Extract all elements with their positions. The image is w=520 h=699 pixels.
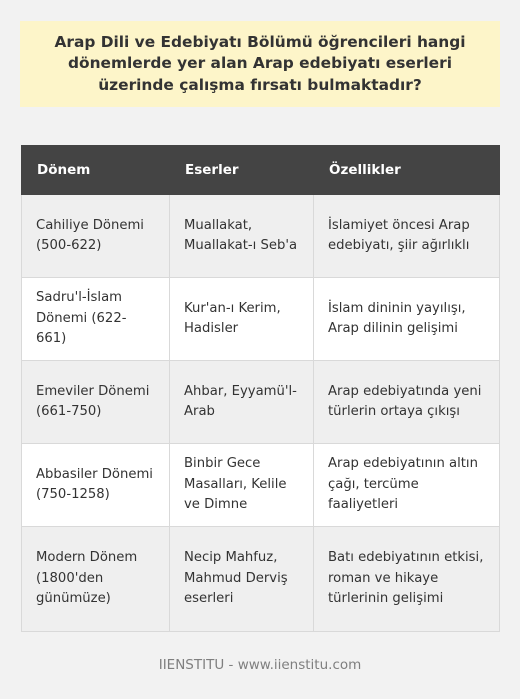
header-works: Eserler — [170, 146, 314, 195]
footer-credit: IIENSTITU - www.iienstitu.com — [158, 657, 362, 673]
cell-period: Abbasiler Dönemi (750-1258) — [22, 444, 170, 527]
cell-period: Sadru'l-İslam Dönemi (622-661) — [22, 278, 170, 361]
cell-works: Necip Mahfuz, Mahmud Derviş eserleri — [170, 527, 314, 632]
cell-features: İslamiyet öncesi Arap edebiyatı, şiir ağırlıklı — [314, 195, 500, 278]
cell-period: Modern Dönem (1800'den günümüze) — [22, 527, 170, 632]
cell-features: Arap edebiyatının altın çağı, tercüme faaliyetleri — [314, 444, 500, 527]
cell-works: Binbir Gece Masalları, Kelile ve Dimne — [170, 444, 314, 527]
header-period: Dönem — [22, 146, 170, 195]
cell-features: Batı edebiyatının etkisi, roman ve hikaye türlerinin gelişimi — [314, 527, 500, 632]
title-banner — [20, 21, 500, 107]
cell-works: Muallakat, Muallakat-ı Seb'a — [170, 195, 314, 278]
table-row — [22, 444, 500, 527]
header-features: Özellikler — [314, 146, 500, 195]
cell-works: Ahbar, Eyyamü'l-Arab — [170, 361, 314, 444]
table-row — [22, 361, 500, 444]
table-row — [22, 527, 500, 632]
table-row — [22, 195, 500, 278]
periods-table — [21, 145, 500, 632]
table-row — [22, 278, 500, 361]
cell-features: Arap edebiyatında yeni türlerin ortaya çıkışı — [314, 361, 500, 444]
cell-works: Kur'an-ı Kerim, Hadisler — [170, 278, 314, 361]
page-title: Arap Dili ve Edebiyatı Bölümü öğrencileri hangi dönemlerde yer alan Arap edebiyatı eserleri üzerinde çalışma fırsatı bulmaktadır? — [54, 32, 466, 94]
cell-period: Emeviler Dönemi (661-750) — [22, 361, 170, 444]
cell-period: Cahiliye Dönemi (500-622) — [22, 195, 170, 278]
cell-features: İslam dininin yayılışı, Arap dilinin gelişimi — [314, 278, 500, 361]
table-header-row — [22, 146, 500, 195]
